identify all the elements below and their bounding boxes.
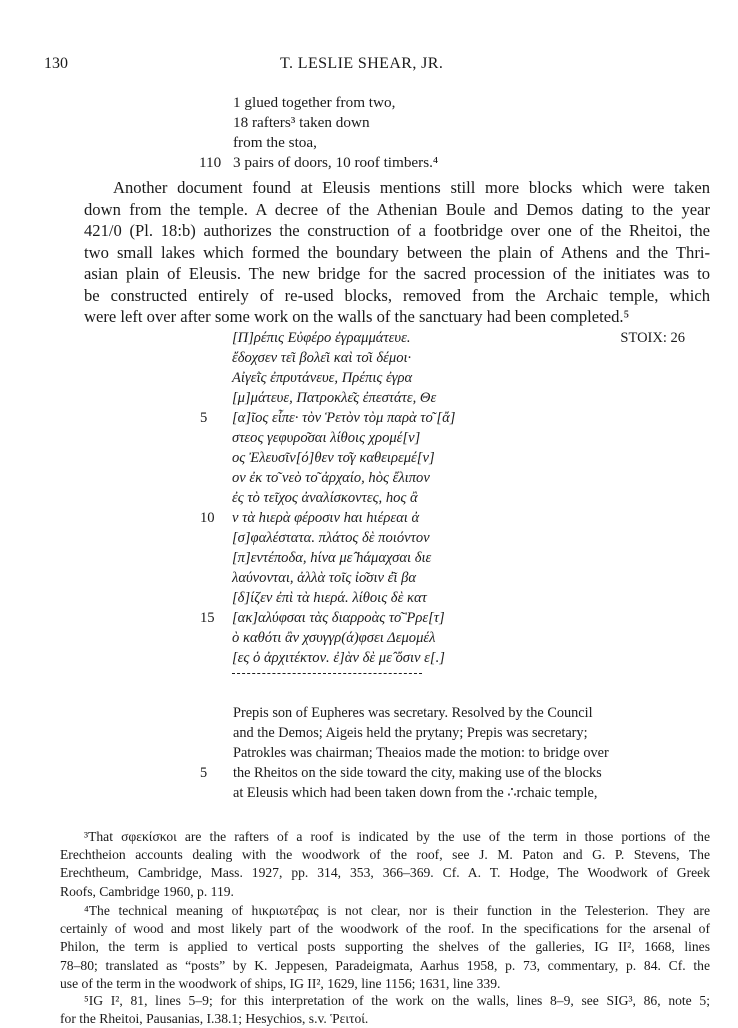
inscription-line: Αἰγεῒς ἐπρυτάνευε, Πρέπις ἐγρα [232,370,413,386]
translation-line: Prepis son of Eupheres was secretary. Resolved by the Council [233,705,593,721]
footnote-line: Philon, the term is applied to vertical posts supporting the shelves of the galleries, IG II², 1668, lines [60,939,710,955]
inventory-line: 3 pairs of doors, 10 roof timbers.⁴ [233,154,439,171]
footnote-line: certainly of wood and most likely part of the woodwork of the roof. In the specifications for the arsenal of [60,921,710,937]
line-number: 10 [200,510,215,526]
inscription-line: [σ]φαλέστατα. πλάτος δὲ ποιόντον [232,530,430,546]
inscription-line: ον ἐκ το͂ νεὸ το͂ ἀρχαίο, hὸς ἔλιπον [232,470,430,486]
inventory-line: 18 rafters³ taken down [233,114,370,131]
line-number: 5 [200,765,208,781]
paragraph-line: be constructed entirely of re-used blocks, removed from the Archaic temple, which [84,285,710,305]
inscription-line: λαύνονται, ἀλλὰ τοῖς ἰο͂σιν ἐ͂ι βα [232,570,417,586]
footnote-line: ³That σφεκίσκοι are the rafters of a roof is indicated by the use of the term in those portions of the [84,829,710,844]
inscription-line: [δ]ίζεν ἐπὶ τὰ hιερά. λίθοις δὲ κατ [232,590,427,606]
footnote-4 [60,902,710,993]
inscription-line: [μ]μάτευε, Πατροκλε͂ς ἐπεστάτε, Θε [232,390,437,406]
inscription-line: [ακ]αλύφσαι τὰς διαρροὰς το͂ Ῥρε[τ] [232,610,445,626]
inscription-line: ἔδοχσεν τε͂ι βολε͂ι καὶ το͂ι δέμοι· [232,350,412,366]
paragraph-line-text: Another document found at Eleusis mentions still more blocks which were taken [113,178,710,197]
translation-line: at Eleusis which had been taken down from the ∴rchaic temple, [233,785,598,801]
inventory-line: from the stoa, [233,134,317,151]
translation-line: Patrokles was chairman; Theaios made the motion: to bridge over [233,745,609,761]
paragraph-line: two small lakes which formed the boundary between the plain of Athens and the Thri- [84,242,710,262]
paragraph-line: 421/0 (Pl. 18:b) authorizes the construction of a footbridge over one of the Rheitoi, the [84,221,710,240]
footnote-line: 78–80; translated as “posts” by K. Jeppesen, Paradeigmata, Aarhus 1958, p. 73, commentary, p. 84. Cf. the [60,957,710,973]
footnote-5 [60,992,710,1028]
page-number: 130 [44,55,68,72]
translation-line: and the Demos; Aigeis held the prytany; Prepis was secretary; [233,725,588,741]
footnote-3 [60,828,710,901]
inscription-line: ος Ἐλευσῖν[ό]θεν το͂γ καθειρεμέ[ν] [232,450,435,466]
footnote-line: Erechtheum, Cambridge, Mass. 1927, pp. 314, 353, 366–369. Cf. A. T. Hodge, The Woodwork of Greek [60,865,710,881]
footnote-line: ⁵IG I², 81, lines 5–9; for this interpretation of the work on the walls, lines 8–9, see SIG³, 86, note 5; [84,993,710,1008]
inscription-line: ν τὰ hιερὰ φέροσιν hαι hιέρεαι ἀ [232,510,420,526]
footnote-line: for the Rheitoi, Pausanias, I.38.1; Hesychios, s.v. Ῥειτοί. [60,1011,369,1027]
inscription-line: ἐς τὸ τεῖχος ἀναλίσκοντες, hος ἂ [232,490,418,506]
translation-line: the Rheitos on the side toward the city, making use of the blocks [233,765,602,781]
paragraph-line [84,177,710,199]
inscription-line: [ες ὁ ἀρχιτέκτον. ἐ]ὰν δὲ με̂ ὄσιν ε[.] [232,650,445,666]
footnote-line: ⁴The technical meaning of hικριωτε̂ρας is not clear, nor is their function in the Telesterion. They are [84,903,710,918]
footnote-line: Erechtheion accounts dealing with the woodwork of the roof, see J. M. Paton and G. P. Stevens, The [60,847,710,863]
footnote-line: Roofs, Cambridge 1960, p. 119. [60,883,234,899]
paragraph-line: down from the temple. A decree of the Athenian Boule and Demos dating to the year [84,199,710,219]
running-head-author: T. LESLIE SHEAR, JR. [280,55,444,72]
paragraph-line: asian plain of Eleusis. The new bridge for the sacred procession of the initiates was to [84,264,710,283]
footnote-line: use of the term in the woodwork of ships, IG II², 1629, line 1156; 1631, line 339. [60,975,501,991]
inscription-line: [Π]ρέπις Εὐφέρο ἐγραμμάτευε. [232,330,411,346]
inscription-line: [π]εντέποδα, hίνα με̂ hάμαχσαι διε [232,550,432,566]
inscription-line: [α]ῖος εἶπε· τὸν Ῥετὸν τὸμ παρὰ το͂ [ἄ] [232,410,456,426]
paragraph-line: were left over after some work on the walls of the sanctuary had been completed.⁵ [84,307,630,326]
stoichedon-label: STOIX: 26 [620,330,685,346]
line-number: 110 [199,154,222,171]
body-paragraph [84,177,710,328]
line-number: 15 [200,610,215,626]
line-number: 5 [200,410,208,426]
inscription-line: ὸ καθότι ἂν χσυγγρ(ά)φσει Δεμομέλ [232,630,436,646]
inventory-line: 1 glued together from two, [233,94,396,111]
break-dashed-line [232,673,422,674]
inscription-line: στεος γεφυρο͂σαι λίθοις χρομέ[ν] [232,430,421,446]
